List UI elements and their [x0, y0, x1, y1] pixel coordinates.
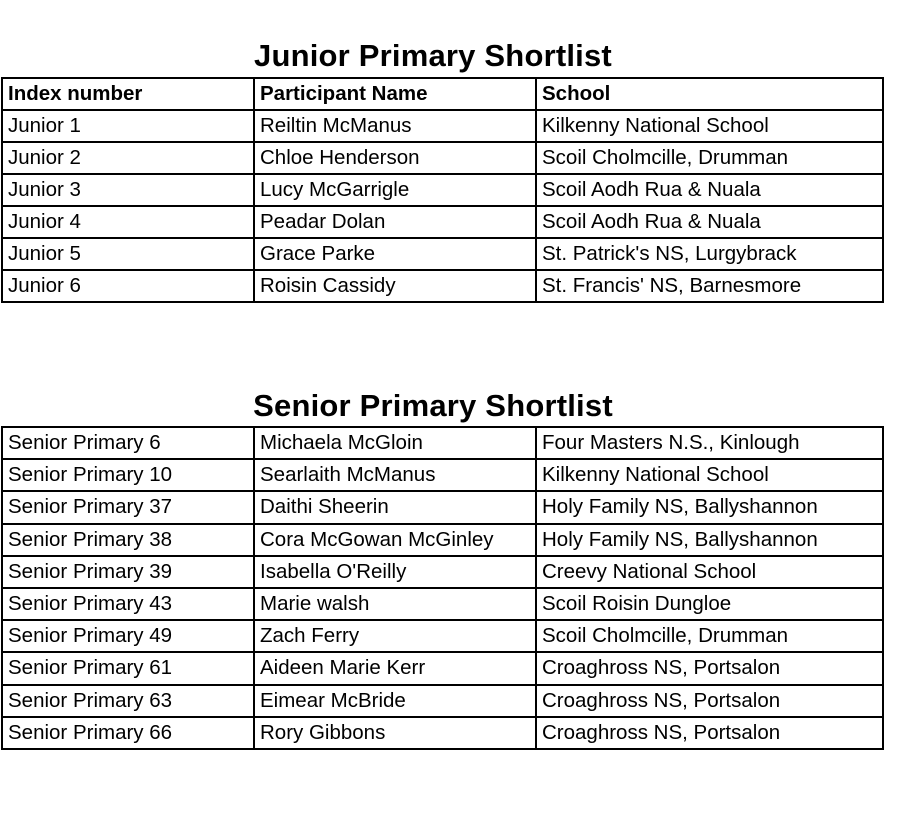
school-cell: Holy Family NS, Ballyshannon [536, 491, 883, 523]
index-number-cell: Junior 5 [2, 238, 254, 270]
participant-name-cell: Cora McGowan McGinley [254, 524, 536, 556]
index-number-cell: Senior Primary 49 [2, 620, 254, 652]
school-cell: Croaghross NS, Portsalon [536, 717, 883, 749]
participant-name-cell: Searlaith McManus [254, 459, 536, 491]
table-row [2, 524, 883, 556]
participant-name-header: Participant Name [254, 78, 536, 110]
participant-name-cell: Zach Ferry [254, 620, 536, 652]
senior-shortlist-title: Senior Primary Shortlist [253, 388, 613, 423]
junior-shortlist-table [1, 77, 884, 303]
index-number-cell: Junior 4 [2, 206, 254, 238]
school-cell: Scoil Aodh Rua & Nuala [536, 174, 883, 206]
school-cell: St. Patrick's NS, Lurgybrack [536, 238, 883, 270]
index-number-cell: Junior 1 [2, 110, 254, 142]
participant-name-cell: Roisin Cassidy [254, 270, 536, 302]
table-row [2, 459, 883, 491]
index-number-cell: Senior Primary 63 [2, 685, 254, 717]
participant-name-cell: Aideen Marie Kerr [254, 652, 536, 684]
table-row [2, 270, 883, 302]
index-number-cell: Senior Primary 10 [2, 459, 254, 491]
school-cell: Croaghross NS, Portsalon [536, 685, 883, 717]
school-header: School [536, 78, 883, 110]
participant-name-cell: Eimear McBride [254, 685, 536, 717]
index-number-header: Index number [2, 78, 254, 110]
school-cell: Scoil Cholmcille, Drumman [536, 620, 883, 652]
index-number-cell: Junior 3 [2, 174, 254, 206]
table-row [2, 685, 883, 717]
school-cell: Four Masters N.S., Kinlough [536, 427, 883, 459]
school-cell: St. Francis' NS, Barnesmore [536, 270, 883, 302]
participant-name-cell: Marie walsh [254, 588, 536, 620]
table-row [2, 588, 883, 620]
table-row [2, 620, 883, 652]
school-cell: Kilkenny National School [536, 110, 883, 142]
table-row [2, 206, 883, 238]
table-row [2, 142, 883, 174]
index-number-cell: Senior Primary 43 [2, 588, 254, 620]
participant-name-cell: Reiltin McManus [254, 110, 536, 142]
participant-name-cell: Peadar Dolan [254, 206, 536, 238]
school-cell: Scoil Roisin Dungloe [536, 588, 883, 620]
index-number-cell: Senior Primary 38 [2, 524, 254, 556]
index-number-cell: Senior Primary 37 [2, 491, 254, 523]
table-row [2, 427, 883, 459]
senior-shortlist-table [1, 426, 884, 750]
participant-name-cell: Isabella O'Reilly [254, 556, 536, 588]
index-number-cell: Senior Primary 66 [2, 717, 254, 749]
index-number-cell: Senior Primary 6 [2, 427, 254, 459]
index-number-cell: Junior 6 [2, 270, 254, 302]
school-cell: Creevy National School [536, 556, 883, 588]
table-row [2, 110, 883, 142]
table-header-row [2, 78, 883, 110]
table-row [2, 556, 883, 588]
table-row [2, 238, 883, 270]
school-cell: Croaghross NS, Portsalon [536, 652, 883, 684]
participant-name-cell: Rory Gibbons [254, 717, 536, 749]
participant-name-cell: Grace Parke [254, 238, 536, 270]
senior-table-body [2, 427, 883, 749]
table-row [2, 652, 883, 684]
participant-name-cell: Chloe Henderson [254, 142, 536, 174]
table-row [2, 491, 883, 523]
table-row [2, 174, 883, 206]
junior-table-body [2, 110, 883, 302]
participant-name-cell: Michaela McGloin [254, 427, 536, 459]
index-number-cell: Senior Primary 61 [2, 652, 254, 684]
school-cell: Scoil Cholmcille, Drumman [536, 142, 883, 174]
participant-name-cell: Lucy McGarrigle [254, 174, 536, 206]
index-number-cell: Senior Primary 39 [2, 556, 254, 588]
school-cell: Holy Family NS, Ballyshannon [536, 524, 883, 556]
table-row [2, 717, 883, 749]
index-number-cell: Junior 2 [2, 142, 254, 174]
junior-shortlist-title: Junior Primary Shortlist [254, 38, 612, 73]
school-cell: Scoil Aodh Rua & Nuala [536, 206, 883, 238]
school-cell: Kilkenny National School [536, 459, 883, 491]
participant-name-cell: Daithi Sheerin [254, 491, 536, 523]
